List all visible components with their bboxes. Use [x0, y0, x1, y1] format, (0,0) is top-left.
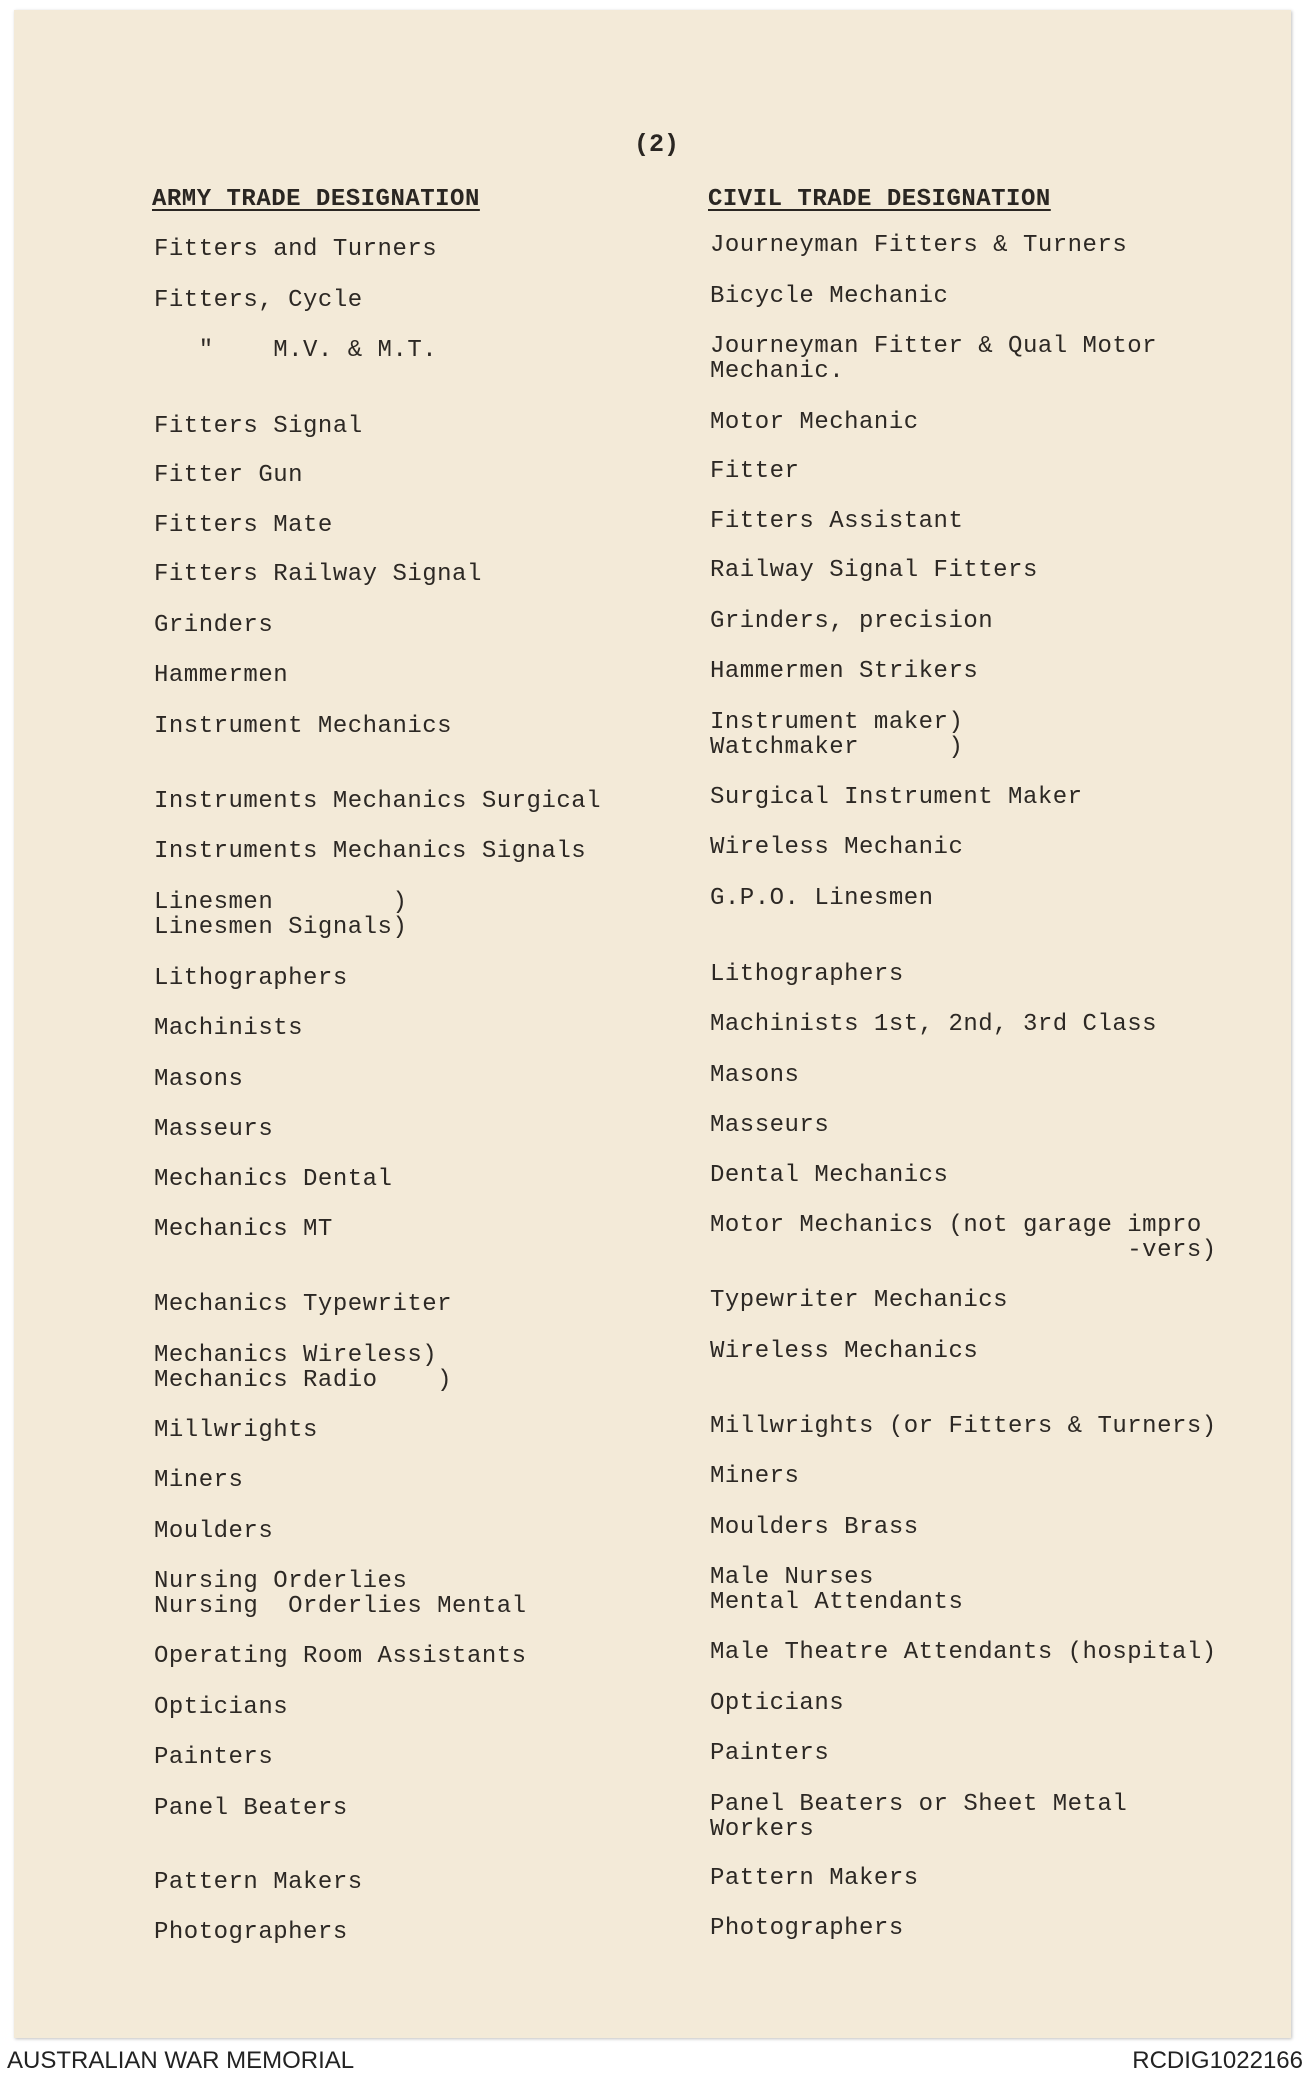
civil-trade-cell: G.P.O. Linesmen	[710, 885, 934, 912]
civil-trade-cell: Motor Mechanic	[710, 409, 919, 436]
army-trade-cell: Miners	[154, 1467, 244, 1494]
army-trade-cell: Fitter Gun	[154, 462, 304, 489]
civil-trade-cell: Bicycle Mechanic	[710, 283, 949, 310]
civil-trade-cell: Fitters Assistant	[710, 508, 964, 535]
army-trade-cell: Fitters Mate	[154, 512, 333, 539]
army-trade-cell: Opticians	[154, 1694, 289, 1721]
civil-trade-cell: Instrument maker) Watchmaker )	[710, 709, 964, 761]
civil-trade-cell: Railway Signal Fitters	[710, 557, 1038, 584]
civil-trade-cell: Male Nurses Mental Attendants	[710, 1564, 964, 1616]
civil-trade-cell: Motor Mechanics (not garage impro -vers)	[710, 1212, 1217, 1264]
civil-trade-cell: Machinists 1st, 2nd, 3rd Class	[710, 1011, 1158, 1038]
army-trade-cell: Pattern Makers	[154, 1869, 363, 1896]
civil-trade-cell: Fitter	[710, 458, 800, 485]
army-trade-cell: Instruments Mechanics Surgical	[154, 788, 602, 815]
army-column-header: ARMY TRADE DESIGNATION	[152, 186, 480, 213]
civil-trade-cell: Male Theatre Attendants (hospital)	[710, 1639, 1217, 1666]
civil-trade-cell: Typewriter Mechanics	[710, 1287, 1009, 1314]
army-trade-cell: Masseurs	[154, 1116, 274, 1143]
army-trade-cell: " M.V. & M.T.	[154, 337, 438, 364]
army-trade-cell: Hammermen	[154, 662, 289, 689]
page-number: (2)	[633, 130, 679, 159]
army-trade-cell: Painters	[154, 1744, 274, 1771]
civil-trade-cell: Journeyman Fitter & Qual Motor Mechanic.	[710, 333, 1158, 385]
civil-trade-cell: Moulders Brass	[710, 1514, 919, 1541]
army-trade-cell: Mechanics Typewriter	[154, 1291, 453, 1318]
army-trade-cell: Lithographers	[154, 965, 348, 992]
civil-trade-cell: Dental Mechanics	[710, 1162, 949, 1189]
civil-trade-cell: Masons	[710, 1062, 800, 1089]
army-trade-cell: Fitters Railway Signal	[154, 561, 482, 588]
civil-trade-cell: Painters	[710, 1740, 830, 1767]
army-trade-cell: Instruments Mechanics Signals	[154, 838, 587, 865]
civil-trade-cell: Grinders, precision	[710, 608, 994, 635]
army-trade-cell: Millwrights	[154, 1417, 318, 1444]
army-trade-cell: Linesmen ) Linesmen Signals)	[154, 889, 408, 941]
army-trade-cell: Panel Beaters	[154, 1795, 348, 1822]
army-trade-cell: Instrument Mechanics	[154, 713, 453, 740]
civil-trade-cell: Journeyman Fitters & Turners	[710, 232, 1128, 259]
army-trade-cell: Fitters, Cycle	[154, 287, 363, 314]
civil-trade-cell: Miners	[710, 1463, 800, 1490]
army-trade-cell: Grinders	[154, 612, 274, 639]
army-trade-cell: Fitters Signal	[154, 413, 363, 440]
army-trade-cell: Mechanics Dental	[154, 1166, 393, 1193]
civil-column-header: CIVIL TRADE DESIGNATION	[708, 186, 1051, 213]
civil-trade-cell: Photographers	[710, 1915, 904, 1942]
civil-trade-cell: Pattern Makers	[710, 1865, 919, 1892]
army-trade-cell: Mechanics MT	[154, 1216, 333, 1243]
civil-trade-cell: Surgical Instrument Maker	[710, 784, 1083, 811]
army-trade-cell: Machinists	[154, 1015, 304, 1042]
civil-trade-cell: Wireless Mechanics	[710, 1338, 979, 1365]
civil-trade-cell: Lithographers	[710, 961, 904, 988]
army-trade-cell: Masons	[154, 1066, 244, 1093]
army-trade-cell: Operating Room Assistants	[154, 1643, 527, 1670]
civil-trade-cell: Panel Beaters or Sheet Metal Workers	[710, 1791, 1128, 1843]
army-trade-cell: Moulders	[154, 1518, 274, 1545]
civil-trade-cell: Opticians	[710, 1690, 845, 1717]
army-trade-cell: Mechanics Wireless) Mechanics Radio )	[154, 1342, 453, 1394]
footer-reference-id: RCDIG1022166	[1132, 2047, 1303, 2074]
army-trade-cell: Nursing Orderlies Nursing Orderlies Mental	[154, 1568, 527, 1620]
civil-trade-cell: Hammermen Strikers	[710, 658, 979, 685]
army-trade-cell: Fitters and Turners	[154, 236, 438, 263]
civil-trade-cell: Wireless Mechanic	[710, 834, 964, 861]
army-trade-cell: Photographers	[154, 1919, 348, 1946]
document-page	[14, 10, 1291, 2038]
civil-trade-cell: Millwrights (or Fitters & Turners)	[710, 1413, 1217, 1440]
civil-trade-cell: Masseurs	[710, 1112, 830, 1139]
footer-institution: AUSTRALIAN WAR MEMORIAL	[7, 2047, 355, 2074]
